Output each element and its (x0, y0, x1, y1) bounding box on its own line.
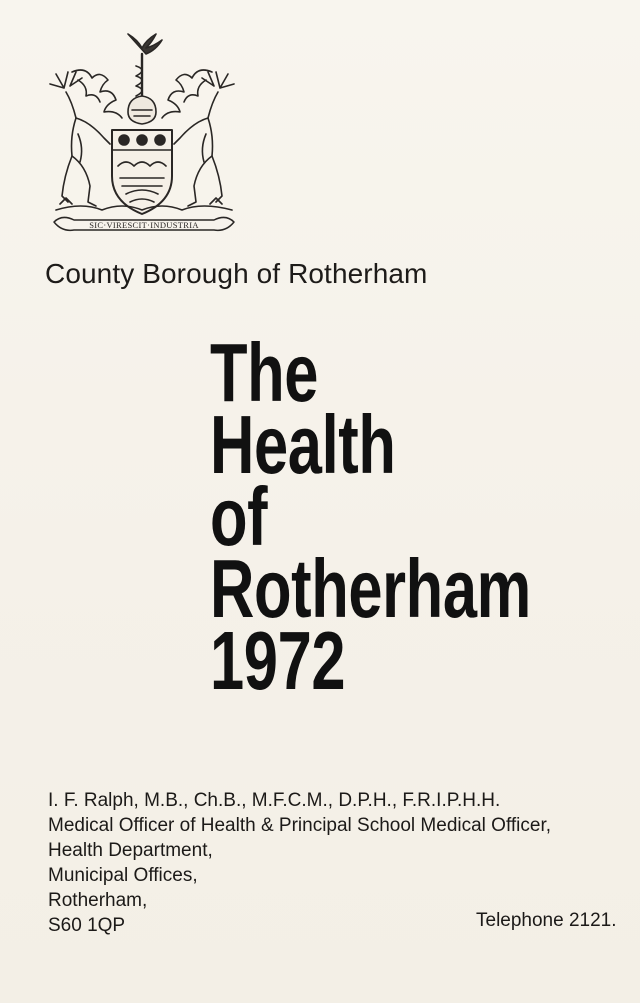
title-line-the: The (210, 326, 319, 419)
title-line-of: of (210, 470, 268, 563)
address-postcode: S60 1QP (48, 915, 126, 936)
author-role: Medical Officer of Health & Principal School Medical Officer, (48, 815, 552, 836)
report-title (210, 326, 610, 707)
telephone-number: Telephone 2121. (476, 910, 617, 931)
title-line-rotherham: Rotherham (210, 542, 531, 635)
coat-of-arms-crest (42, 26, 246, 240)
address-town: Rotherham, (48, 890, 148, 911)
title-line-year: 1972 (210, 614, 346, 707)
address-department: Health Department, (48, 840, 213, 861)
borough-heading: County Borough of Rotherham (45, 258, 428, 289)
address-offices: Municipal Offices, (48, 865, 198, 886)
author-name-qualifications: I. F. Ralph, M.B., Ch.B., M.F.C.M., D.P.H., F.R.I.P.H.H. (48, 790, 501, 811)
crest-motto: SIC·VIRESCIT·INDUSTRIA (89, 220, 199, 230)
title-line-health: Health (210, 398, 396, 491)
